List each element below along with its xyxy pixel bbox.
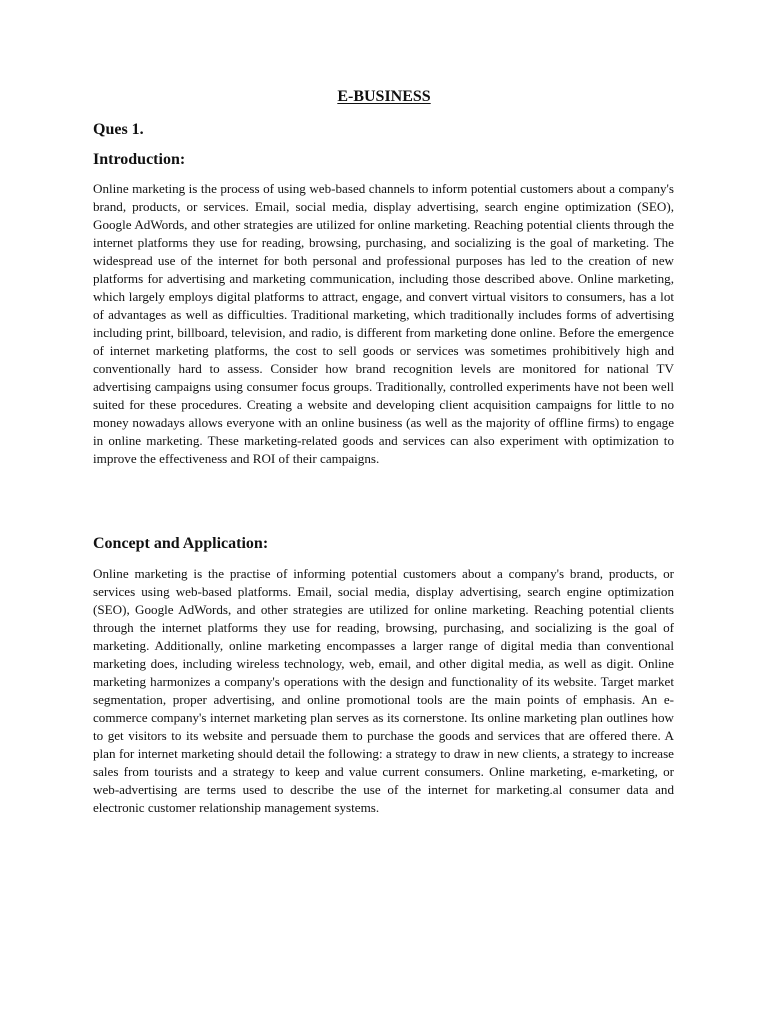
section-body-introduction: Online marketing is the process of using web-based channels to inform potential customers about a company's brand, products, or services. Email, social media, display advertising, search engine optimization (SEO), Google AdWords, and other strategies are utilized for online marketing. Reaching potential clients through the internet platforms they use for reading, browsing, purchasing, and socializing is the goal of marketing. The widespread use of the internet for both personal and professional purposes has led to the creation of new platforms for advertising and marketing communication, including those described above. Online marketing, which largely employs digital platforms to attract, engage, and convert virtual visitors to consumers, has a lot of advantages as well as difficulties. Traditional marketing, which traditionally includes forms of advertising including print, billboard, television, and radio, is different from marketing done online. Before the emergence of internet marketing platforms, the cost to sell goods or services was sometimes prohibitively high and conventionally hard to assess. Consider how brand recognition levels are monitored for national TV advertising campaigns using consumer focus groups. Traditionally, controlled experiments have not been well suited for these procedures. Creating a website and developing client acquisition campaigns for little to no money nowadays allows everyone with an online business (as well as the majority of offline firms) to engage in online marketing. These marketing-related goods and services can also experiment with optimization to improve the effectiveness and ROI of their campaigns. (93, 181, 674, 466)
question-label: Ques 1. (93, 121, 144, 138)
section-body-concept-application: Online marketing is the practise of informing potential customers about a company's brand, products, or services using web-based platforms. Email, social media, display advertising, search engine optimization (SEO), Google AdWords, and other strategies are utilized for online marketing. Reaching potential clients through the internet platforms they use for reading, browsing, purchasing, and socializing is the goal of marketing. Additionally, online marketing encompasses a larger range of digital media than conventional marketing does, including wireless technology, web, email, and other digital media, as well as digit. Online marketing harmonizes a company's operations with the design and functionality of its website. Target market segmentation, proper advertising, and online promotional tools are the main points of emphasis. An e-commerce company's internet marketing plan serves as its cornerstone. Its online marketing plan outlines how to get visitors to its website and persuade them to purchase the goods and services that are offered there. A plan for internet marketing should detail the following: a strategy to draw in new clients, a strategy to increase sales from tourists and a strategy to keep and value current consumers. Online marketing, e-marketing, or web-advertising are terms used to describe the use of the internet for marketing.al consumer data and electronic customer relationship management systems. (93, 566, 674, 815)
section-heading-concept-application: Concept and Application: (93, 535, 269, 552)
section-heading-introduction: Introduction: (93, 151, 186, 168)
document-title: E-BUSINESS (337, 88, 431, 105)
